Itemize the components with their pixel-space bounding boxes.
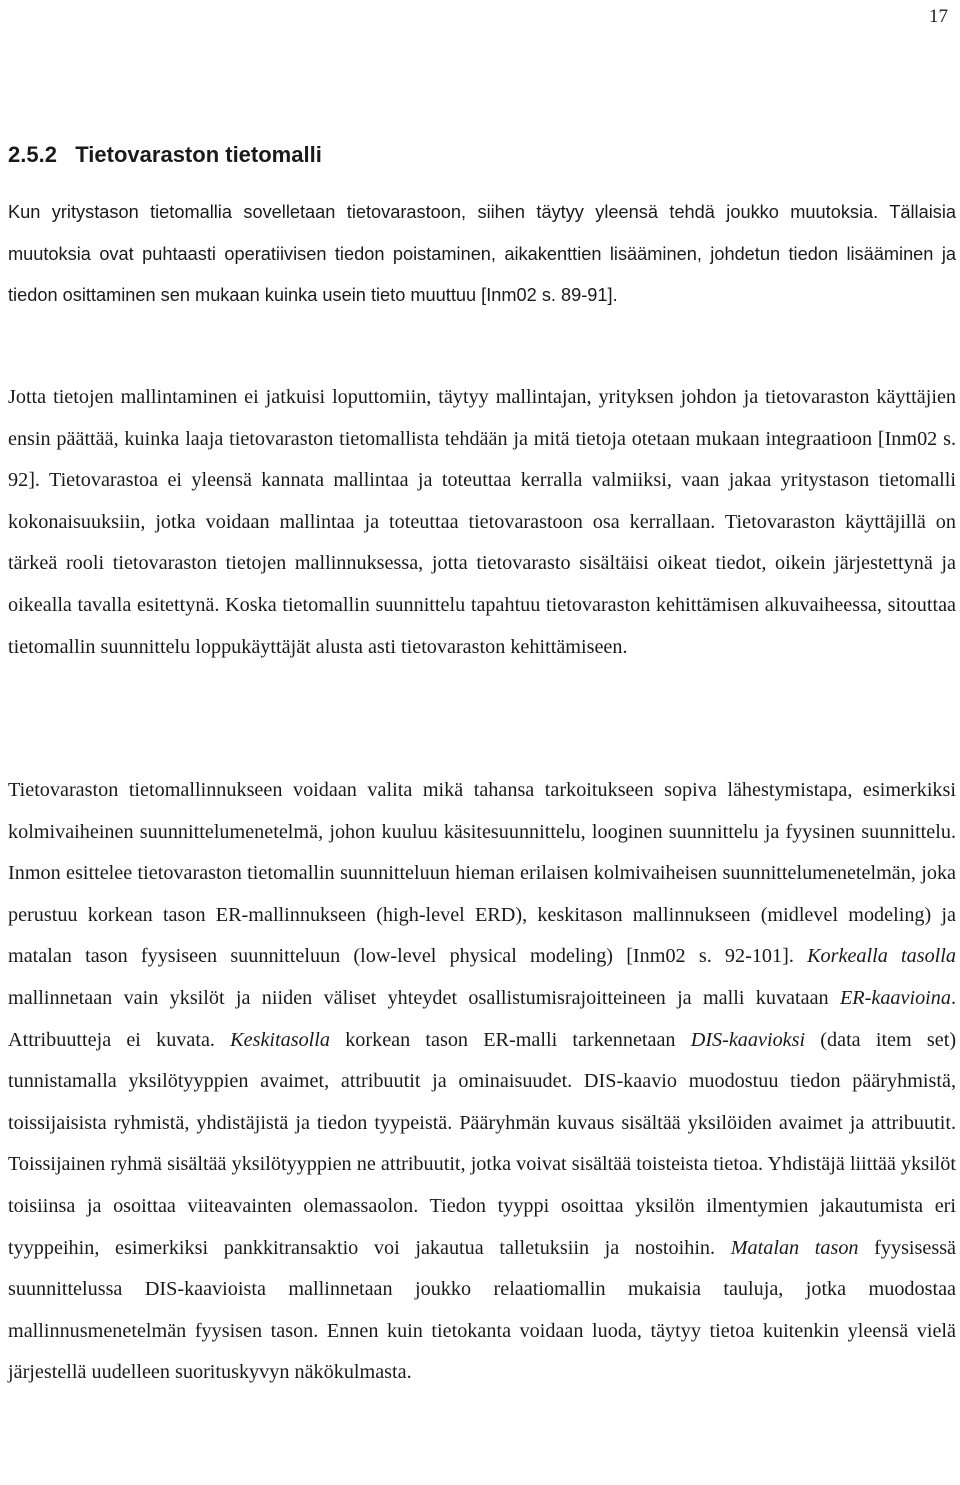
paragraph-3-text-1: Tietovaraston tietomallinnukseen voidaan valita mikä tahansa tarkoitukseen sopiva lähestymistapa, esimerkiksi kolmivaiheinen suunnittelumenetelmä, johon kuuluu käsitesuunnittelu, looginen suunnittelu ja fyysinen suunnittelu. Inmon esittelee tietovaraston tietomallin suunnitteluun hieman erilaisen kolmivaiheisen suunnittelumenetelmän, joka perustuu korkean tason ER-mallinnukseen (high-level ERD), keskitason mallinnukseen (midlevel modeling) ja matalan tason fyysiseen suunnitteluun (low-level physical modeling) [Inm02 s. 92-101]. (8, 779, 956, 968)
paragraph-3-text-5: (data item set) tunnistamalla yksilötyyppien avaimet, attribuutit ja ominaisuudet. DIS-kaavio muodostuu tiedon pääryhmistä, toissijaisista ryhmistä, yhdistäjistä ja tiedon tyypeistä. Pääryhmän kuvaus sisältää yksilöiden avaimet ja attribuutit. Toissijainen ryhmä sisältää yksilötyyppien ne attribuutit, jotka voivat sisältää toisteista tietoa. Yhdistäjä liittää yksilöt toisiinsa ja osoittaa viiteavainten olemassaolon. Tiedon tyyppi osoittaa yksilön ilmentymien jakautumista eri tyyppeihin, esimerkiksi pankkitransaktio voi jakautua talletuksiin ja nostoihin. (8, 1028, 957, 1259)
term-dis-kaavioksi: DIS-kaavioksi (690, 1028, 806, 1051)
term-er-kaavioina: ER-kaavioina (839, 986, 951, 1009)
section-heading: 2.5.2 Tietovaraston tietomalli (8, 142, 322, 167)
term-korkealla-tasolla: Korkealla tasolla (807, 945, 956, 968)
paragraph-2: Jotta tietojen mallintaminen ei jatkuisi loputtomiin, täytyy mallintajan, yrityksen johdon ja tietovaraston käyttäjien ensin päättää, kuinka laaja tietovaraston tietomallista tehdään ja mitä tietoja otetaan mukaan integraatioon [Inm02 s. 92]. Tietovarastoa ei yleensä kannata mallintaa ja toteuttaa kerralla valmiiksi, vaan jakaa yritystason tietomalli kokonaisuuksiin, jotka voidaan mallintaa ja toteuttaa tietovarastoon osa kerrallaan. Tietovaraston käyttäjillä on tärkeä rooli tietovaraston tietojen mallinnuksessa, jotta tietovarasto sisältäisi oikeat tiedot, oikein järjestettynä ja oikealla tavalla esitettynä. Koska tietomallin suunnittelu tapahtuu tietovaraston kehittämisen alkuvaiheessa, sitouttaa tietomallin suunnittelu loppukäyttäjät alusta asti tietovaraston kehittämiseen. (8, 386, 956, 658)
paragraph-1: Kun yritystason tietomallia sovelletaan tietovarastoon, siihen täytyy yleensä tehdä joukko muutoksia. Tällaisia muutoksia ovat puhtaasti operatiivisen tiedon poistaminen, aikakenttien lisääminen, johdetun tiedon lisääminen ja tiedon osittaminen sen mukaan kuinka usein tieto muuttuu [Inm02 s. 89-91]. (8, 202, 956, 306)
term-matalan-tason: Matalan tason (730, 1236, 859, 1259)
term-keskitasolla: Keskitasolla (230, 1028, 330, 1051)
paragraph-3-text-6: fyysisessä suunnittelussa DIS-kaavioista mallinnetaan joukko relaatiomallin mukaisia tauluja, jotka muodostaa mallinnusmenetelmän fyysisen tason. Ennen kuin tietokanta voidaan luoda, täytyy tietoa kuitenkin yleensä vielä järjestellä uudelleen suorituskyvyn näkökulmasta. (8, 1236, 957, 1384)
paragraph-3-text-2: mallinnetaan vain yksilöt ja niiden väliset yhteydet osallistumisrajoitteineen ja malli kuvataan (8, 986, 829, 1009)
page-number: 17 (929, 6, 948, 27)
paragraph-3-text-4: korkean tason ER-malli tarkennetaan (345, 1028, 676, 1051)
paragraph-3-text-3: . Attribuutteja ei kuvata. (8, 986, 957, 1051)
paragraph-3 (8, 770, 956, 1394)
